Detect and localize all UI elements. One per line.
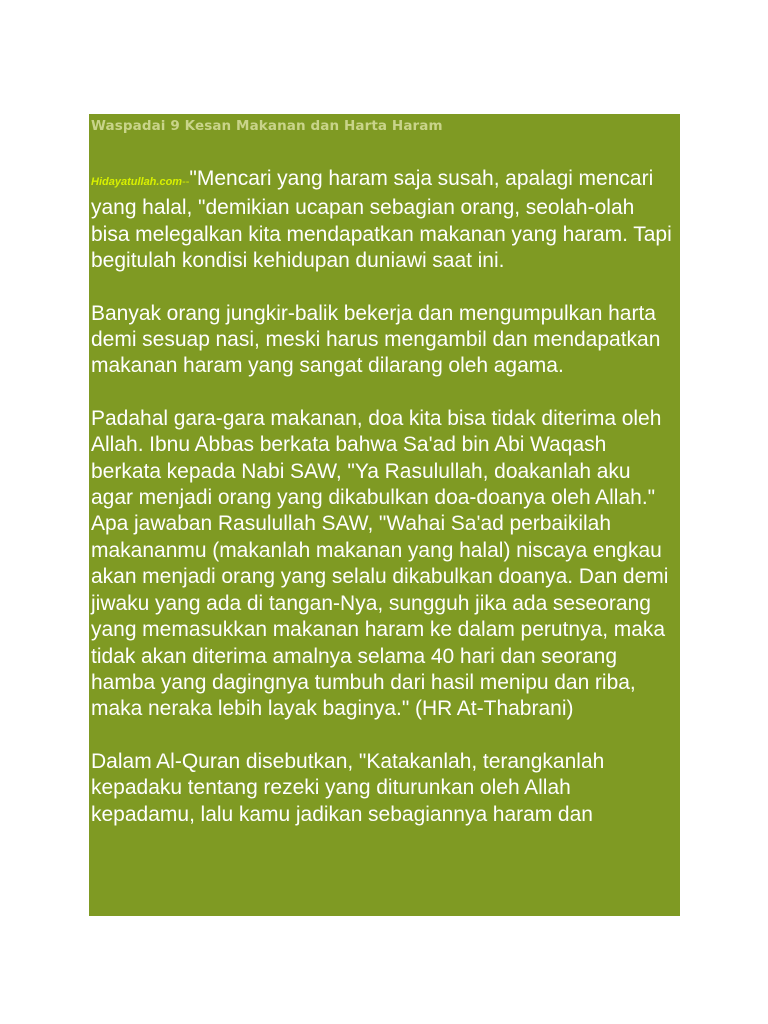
article-block: [89, 114, 680, 916]
article-paragraph-1: [91, 166, 678, 275]
article-paragraph-4: Dalam Al-Quran disebutkan, "Katakanlah, terangkanlah kepadaku tentang rezeki yang diturunkan oleh Allah kepadamu, lalu kamu jadikan sebagiannya haram dan: [91, 749, 605, 826]
article-title: Waspadai 9 Kesan Makanan dan Harta Haram: [91, 118, 443, 134]
article-paragraph-2: Banyak orang jungkir-balik bekerja dan mengumpulkan harta demi sesuap nasi, meski harus mengambil dan mendapatkan makanan haram yang sangat dilarang oleh agama.: [91, 301, 661, 378]
source-link[interactable]: Hidayatullah.com: [91, 176, 183, 188]
paragraph-1-text: "Mencari yang haram saja susah, apalagi mencari yang halal, "demikian ucapan sebagian orang, seolah-olah bisa melegalkan kita mendapatkan makanan yang haram. Tapi begitulah kondisi kehidupan duniawi saat ini.: [91, 167, 672, 273]
article-paragraph-3: Padahal gara-gara makanan, doa kita bisa tidak diterima oleh Allah. Ibnu Abbas berkata bahwa Sa'ad bin Abi Waqash berkata kepada Nabi SAW, "Ya Rasulullah, doakanlah aku agar menjadi orang yang dikabulkan doa-doanya oleh Allah." Apa jawaban Rasulullah SAW, "Wahai Sa'ad perbaikilah makananmu (makanlah makanan yang halal) niscaya engkau akan menjadi orang yang selalu dikabulkan doanya. Dan demi jiwaku yang ada di tangan-Nya, sungguh jika ada seseorang yang memasukkan makanan haram ke dalam perutnya, maka tidak akan diterima amalnya selama 40 hari dan seorang hamba yang dagingnya tumbuh dari hasil menipu dan riba, maka neraka lebih layak baginya." (HR At-Thabrani): [91, 406, 669, 721]
source-separator: --: [182, 176, 190, 188]
